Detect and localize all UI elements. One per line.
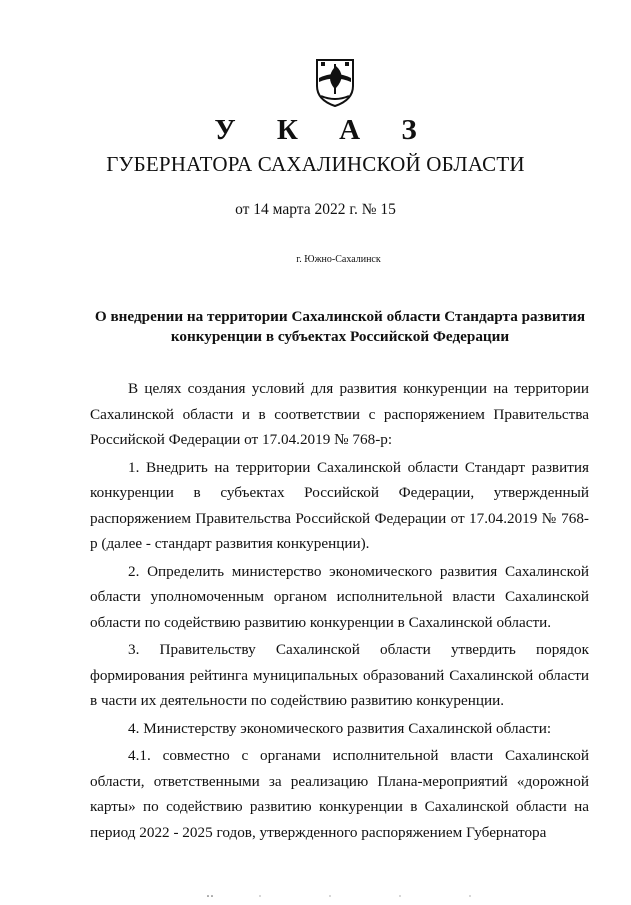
paragraph-4-1: 4.1. совместно с органами исполнительной власти Сахалинской области, ответственными за реализацию Плана-мероприятий «дорожной карты» по содействию развитию конкуренции в Сахалинской области на период 2022 - 2025 годов, утвержденного распоряжением Губернатора [90, 747, 589, 841]
decree-city: г. Южно-Сахалинск [296, 254, 381, 265]
paragraph-preamble: В целях создания условий для развития конкуренции на территории Сахалинской области и в соответствии с распоряжением Правительства Российской Федерации от 17.04.2019 № 768-р: [90, 380, 589, 448]
paragraph-3: 3. Правительству Сахалинской области утвердить порядок формирования рейтинга муниципальных образований Сахалинской области в части их деятельности по содействию развитию конкуренции. [90, 641, 589, 709]
coat-of-arms-emblem [309, 56, 361, 108]
paragraph-1: 1. Внедрить на территории Сахалинской области Стандарт развития конкуренции в субъектах Российской Федерации, утвержденный распоряжением Правительства Российской Федерации от 17.04.2019 № 768-р (далее - стандарт развития конкуренции). [90, 458, 589, 552]
decree-subtitle: ГУБЕРНАТОРА САХАЛИНСКОЙ ОБЛАСТИ [106, 152, 525, 176]
decree-title: У К А З [214, 114, 434, 146]
decree-date: от 14 марта 2022 г. № 15 [235, 201, 396, 218]
decree-body [90, 376, 589, 845]
scan-artifacts [200, 893, 500, 899]
paragraph-4: 4. Министерству экономического развития Сахалинской области: [128, 719, 552, 737]
paragraph-2: 2. Определить министерство экономического развития Сахалинской области уполномоченным органом исполнительной власти Сахалинской области по содействию развитию конкуренции в Сахалинской области. [90, 562, 589, 631]
decree-heading: О внедрении на территории Сахалинской области Стандарта развития конкуренции в субъектах Российской Федерации [94, 308, 586, 345]
